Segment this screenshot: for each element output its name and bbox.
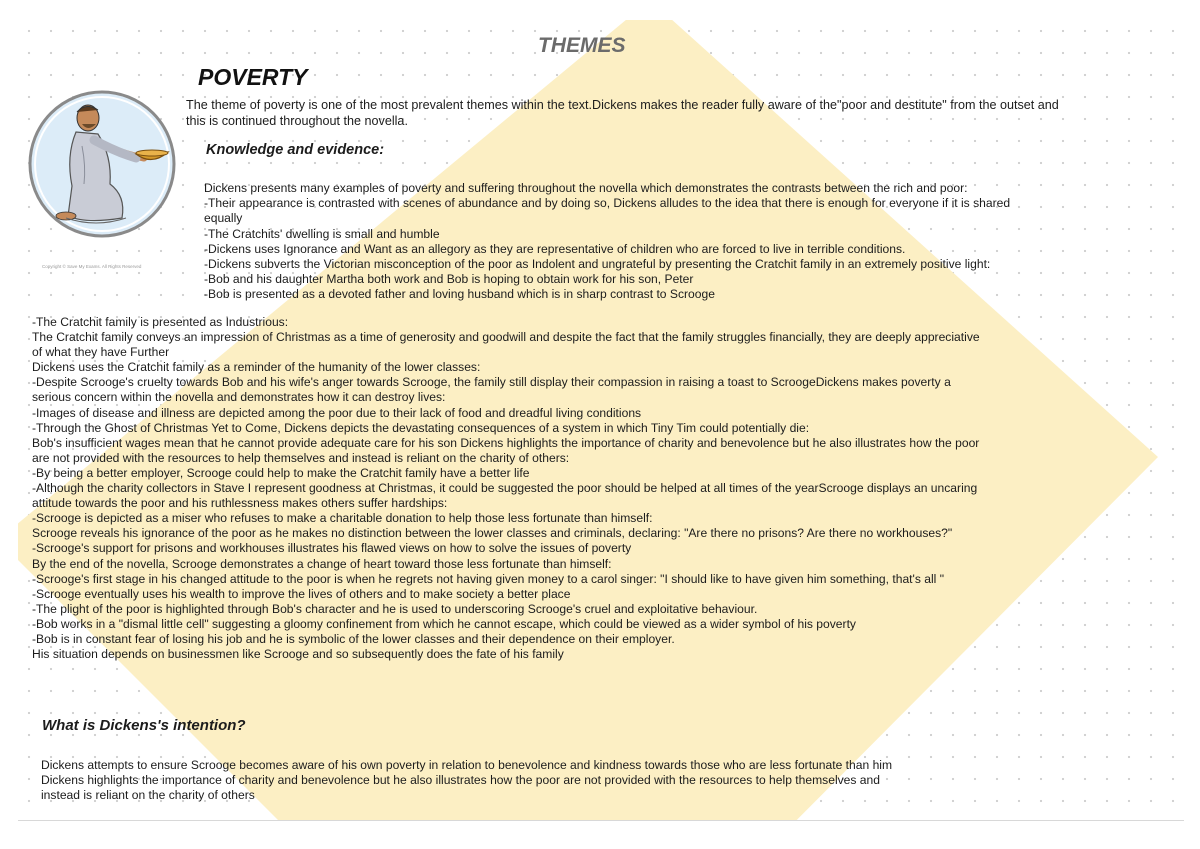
text-line: -Through the Ghost of Christmas Yet to Come, Dickens depicts the devastating consequences of a system in which Tiny Tim could potentially die: xyxy=(32,420,810,435)
text-line: -Dickens uses Ignorance and Want as an allegory as they are representative of children who are forced to live in terrible conditions. xyxy=(204,241,906,256)
beggar-with-bowl-icon xyxy=(26,66,178,246)
text-line: this is continued throughout the novella. xyxy=(186,113,408,128)
poverty-intro-text xyxy=(186,98,1171,129)
text-line: -Bob is in constant fear of losing his job and he is symbolic of the lower classes and their dependence on their employer. xyxy=(32,631,675,646)
text-line: equally xyxy=(204,211,243,226)
text-line: are not provided with the resources to help themselves and instead is reliant on the charity of others: xyxy=(32,450,570,465)
text-line: -By being a better employer, Scrooge could help to make the Cratchit family have a better life xyxy=(32,465,530,480)
text-line: instead is reliant on the charity of others xyxy=(41,788,255,803)
poverty-illustration xyxy=(26,66,178,246)
page-title: THEMES xyxy=(538,34,626,57)
text-line: Scrooge reveals his ignorance of the poor as he makes no distinction between the lower classes and criminals, declaring: "Are there no prisons? Are there no workhouses?" xyxy=(32,526,953,541)
canvas-bottom-border xyxy=(18,820,1184,821)
text-line: -Bob works in a "dismal little cell" suggesting a gloomy confinement from which he cannot escape, which could be viewed as a wider symbol of his poverty xyxy=(32,616,856,631)
intention-text-block xyxy=(41,758,1131,804)
text-line: Dickens presents many examples of poverty and suffering throughout the novella which demonstrates the contrasts between the rich and poor: xyxy=(204,181,968,195)
text-line: -Scrooge is depicted as a miser who refuses to make a charitable donation to help those less fortunate than himself: xyxy=(32,511,653,526)
text-line: -Bob and his daughter Martha both work and Bob is hoping to obtain work for his son, Peter xyxy=(204,272,694,287)
knowledge-text-block xyxy=(204,181,1164,303)
text-line: -Although the charity collectors in Stave I represent goodness at Christmas, it could be suggested the poor should be helped at all times of the yearScrooge displays an uncaring xyxy=(32,481,978,496)
text-line: The theme of poverty is one of the most prevalent themes within the text.Dickens makes the reader fully aware of the"poor and destitute" from the outset and xyxy=(186,98,1059,112)
text-line: -The Cratchit family is presented as Industrious: xyxy=(32,315,289,329)
text-line: Dickens uses the Cratchit family as a reminder of the humanity of the lower classes: xyxy=(32,360,481,375)
text-line: His situation depends on businessmen like Scrooge and so subsequently does the fate of his family xyxy=(32,647,564,662)
text-line: The Cratchit family conveys an impression of Christmas as a time of generosity and goodwill and despite the fact that the family struggles financially, they are deeply appreciative xyxy=(32,330,980,345)
text-line: -Images of disease and illness are depicted among the poor due to their lack of food and dreadful living conditions xyxy=(32,405,642,420)
text-line: -The Cratchits' dwelling is small and humble xyxy=(204,226,440,241)
intention-heading: What is Dickens's intention? xyxy=(42,717,246,734)
text-line: -Scrooge's first stage in his changed attitude to the poor is when he regrets not having given money to a carol singer: "I should like to have given him something, that's all " xyxy=(32,571,945,586)
whiteboard-canvas[interactable] xyxy=(18,20,1184,820)
poverty-heading: POVERTY xyxy=(198,64,308,90)
text-line: -Despite Scrooge's cruelty towards Bob and his wife's anger towards Scrooge, the family still display their compassion in raising a toast to ScroogeDickens makes poverty a xyxy=(32,375,951,390)
text-line: of what they have Further xyxy=(32,345,170,360)
text-line: -The plight of the poor is highlighted through Bob's character and he is used to underscoring Scrooge's cruel and exploitative behaviour. xyxy=(32,601,758,616)
copyright-notice: Copyright © Save My Exams. All Rights Reserved xyxy=(42,264,142,269)
text-line: attitude towards the poor and his ruthlessness makes others suffer hardships: xyxy=(32,496,448,511)
text-line: By the end of the novella, Scrooge demonstrates a change of heart toward those less fortunate than himself: xyxy=(32,556,612,571)
text-line: -Bob is presented as a devoted father and loving husband which is in sharp contrast to Scrooge xyxy=(204,287,715,302)
main-text-block xyxy=(32,315,1172,662)
text-line: -Scrooge eventually uses his wealth to improve the lives of others and to make society a better place xyxy=(32,586,571,601)
text-line: serious concern within the novella and demonstrates how it can destroy lives: xyxy=(32,390,446,405)
text-line: -Scrooge's support for prisons and workhouses illustrates his flawed views on how to solve the issues of poverty xyxy=(32,541,632,556)
knowledge-heading: Knowledge and evidence: xyxy=(206,142,385,158)
text-line: Dickens highlights the importance of charity and benevolence but he also illustrates how the poor are not provided with the resources to help themselves and xyxy=(41,773,880,788)
text-line: -Dickens subverts the Victorian misconception of the poor as Indolent and ungrateful by presenting the Cratchit family in an extremely positive light: xyxy=(204,257,991,272)
text-line: Dickens attempts to ensure Scrooge becomes aware of his own poverty in relation to benevolence and kindness towards those who are less fortunate than him xyxy=(41,758,893,772)
text-line: Bob's insufficient wages mean that he cannot provide adequate care for his son Dickens highlights the importance of charity and benevolence but he also illustrates how the poor xyxy=(32,435,980,450)
text-line: -Their appearance is contrasted with scenes of abundance and by doing so, Dickens alludes to the idea that there is enough for everyone if it is shared xyxy=(204,196,1011,211)
